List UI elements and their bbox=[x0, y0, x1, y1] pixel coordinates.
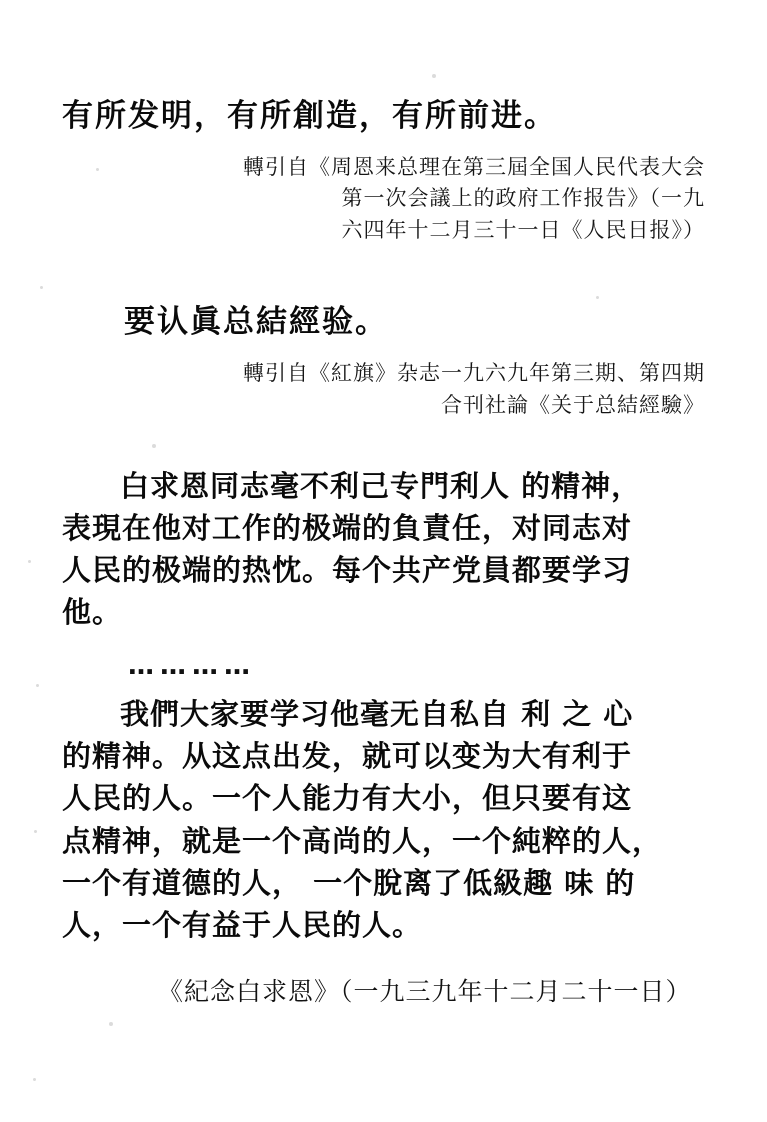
quotation-3-source: 《紀念白求恩》（一九三九年十二月二十一日） bbox=[158, 976, 692, 1006]
quotation-1-text: 有所发明，有所創造，有所前进。 bbox=[62, 98, 557, 134]
scan-speck bbox=[596, 296, 599, 299]
scan-speck bbox=[109, 1022, 113, 1026]
scan-speck bbox=[40, 286, 43, 289]
scan-speck bbox=[96, 168, 99, 171]
attribution-line: 合刊社論《关于总結經驗》 bbox=[441, 392, 705, 417]
scan-speck bbox=[36, 684, 39, 687]
scan-speck bbox=[34, 830, 37, 833]
attribution-line: 第一次会議上的政府工作报告》（一九 bbox=[341, 186, 705, 211]
ellipsis-separator: ………… bbox=[128, 651, 256, 682]
scan-speck bbox=[152, 444, 156, 448]
scan-speck bbox=[28, 560, 31, 563]
body-line: 人，一个有益于人民的人。 bbox=[62, 907, 423, 942]
attribution-line: 六四年十二月三十一日《人民日报》） bbox=[341, 217, 705, 242]
attribution-line: 轉引自《周恩来总理在第三屆全国人民代表大会 bbox=[243, 154, 705, 179]
quotation-3-paragraph-1 bbox=[62, 465, 705, 633]
body-line: 我們大家要学习他毫无自私自 利 之 心 bbox=[120, 697, 634, 732]
scan-speck bbox=[33, 1078, 36, 1081]
body-line: 一个有道德的人， 一个脫离了低級趣 味 的 bbox=[62, 865, 636, 900]
body-line: 人民的极端的热忱。每个共产党員都要学习 bbox=[62, 553, 633, 588]
body-line: 点精神，就是一个高尚的人，一个純粹的人， bbox=[62, 823, 663, 858]
body-line: 表現在他对工作的极端的負責任，对同志对 bbox=[62, 511, 633, 546]
scan-speck bbox=[432, 74, 436, 78]
quotation-2-text: 要认眞总結經验。 bbox=[124, 304, 388, 341]
quotation-2-attribution bbox=[62, 358, 705, 421]
body-line: 人民的人。一个人能力有大小，但只要有这 bbox=[62, 781, 633, 816]
quotation-3-paragraph-2 bbox=[62, 693, 705, 945]
quotation-1-attribution bbox=[62, 152, 705, 247]
body-line: 白求恩同志毫不利己专門利人 的精神， bbox=[120, 469, 642, 504]
body-line: 的精神。从这点出发，就可以变为大有利于 bbox=[62, 739, 633, 774]
body-line: 他。 bbox=[62, 595, 123, 630]
attribution-line: 轉引自《紅旗》杂志一九六九年第三期、第四期 bbox=[243, 361, 705, 386]
